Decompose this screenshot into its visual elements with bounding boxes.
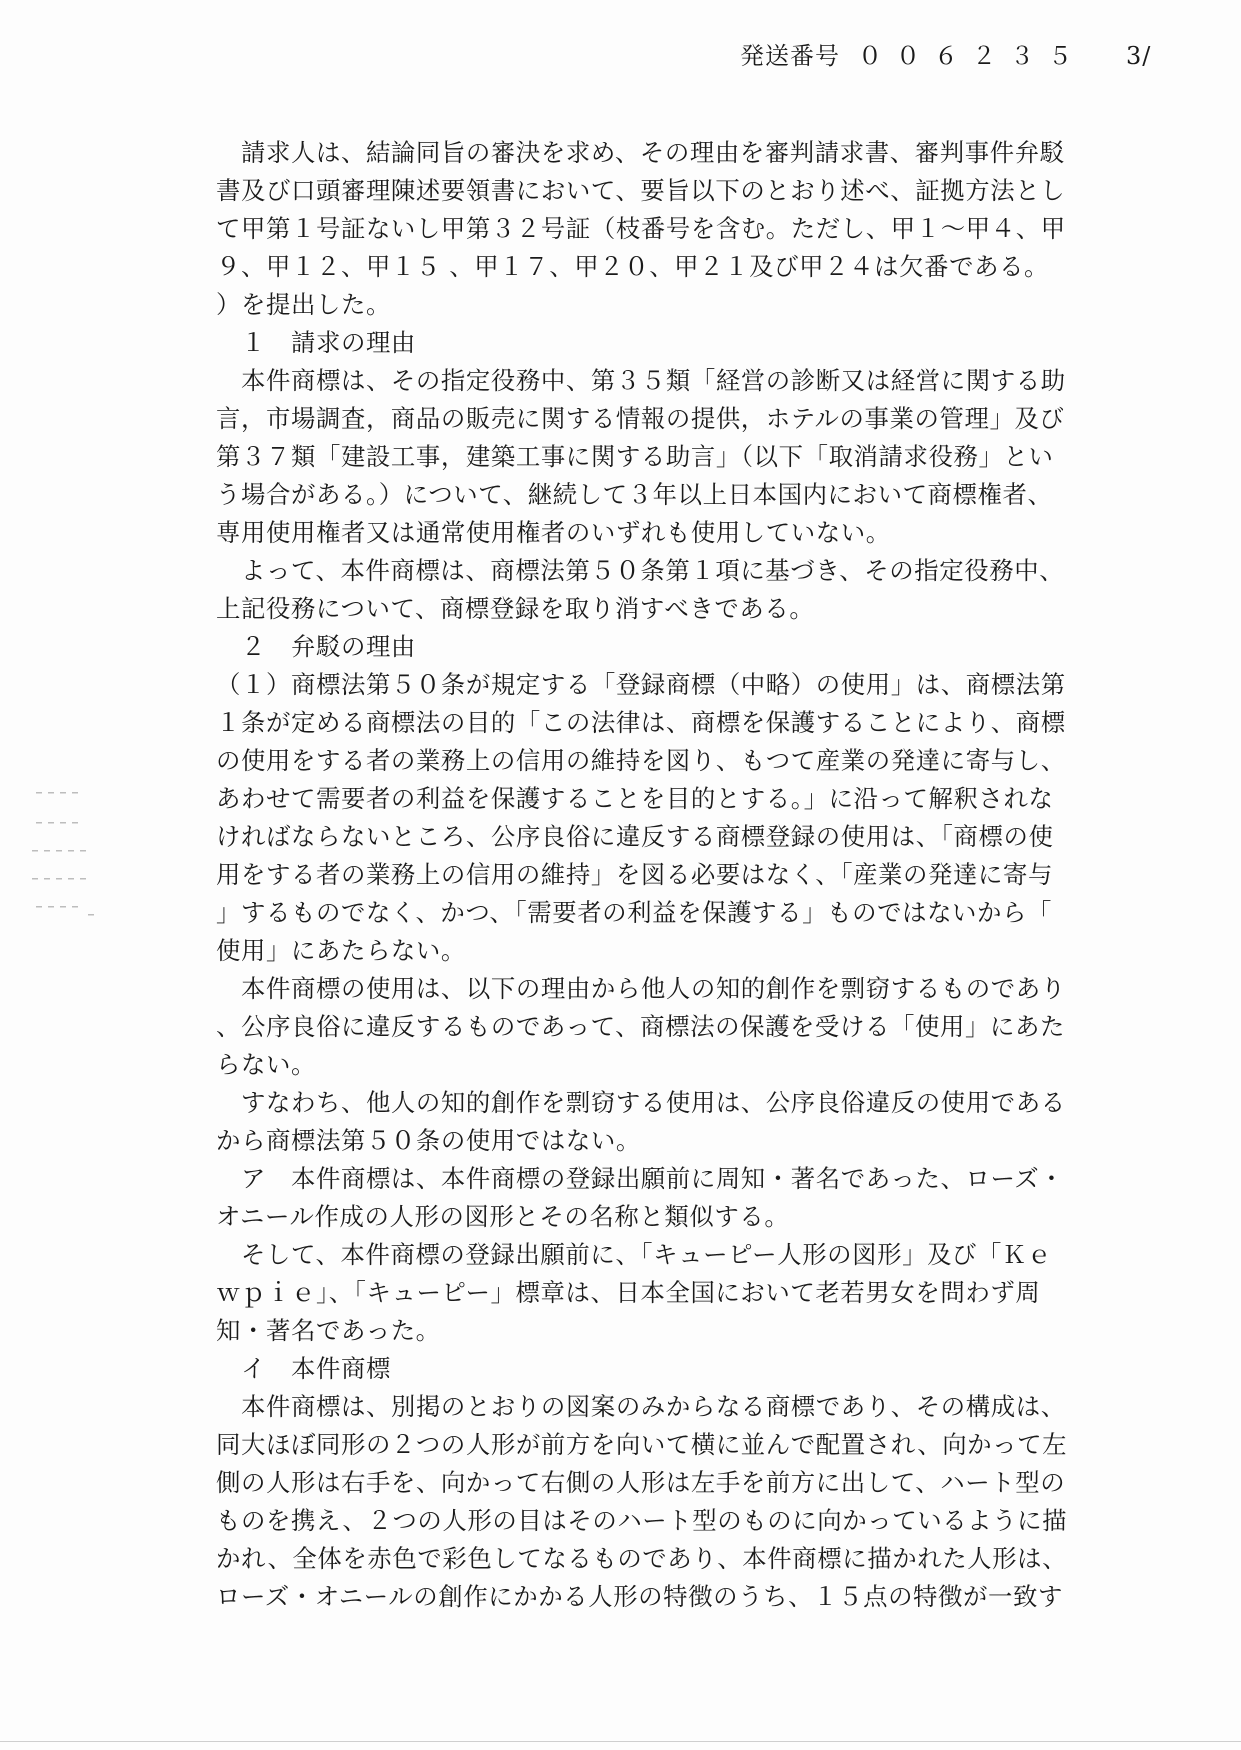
text-line: 知・著名であった。 [216, 1316, 441, 1345]
section-heading: イ 本件商標 [216, 1354, 391, 1383]
text-line: の使用をする者の業務上の信用の維持を図り、もつて産業の発達に寄与し、 [216, 746, 1066, 775]
text-line: ものを携え、２つの人形の目はそのハート型のものに向かっているように描 [216, 1506, 1068, 1535]
text-line: 本件商標の使用は、以下の理由から他人の知的創作を剽窃するものであり [216, 974, 1066, 1003]
document-body [216, 134, 1076, 1616]
text-line: らない。 [216, 1050, 316, 1079]
section-heading: ２ 弁駁の理由 [216, 632, 416, 661]
text-line: 、公序良俗に違反するものであって、商標法の保護を受ける「使用」にあた [216, 1012, 1065, 1041]
text-line: 書及び口頭審理陳述要領書において、要旨以下のとおり述べ、証拠方法とし [216, 176, 1066, 205]
text-line: ｗｐｉｅ」、「キューピー」標章は、日本全国において老若男女を問わず周 [216, 1278, 1041, 1307]
text-line: ９、甲１２、甲１５ 、甲１７、甲２０、甲２１及び甲２４は欠番である。 [216, 252, 1050, 281]
text-line: すなわち、他人の知的創作を剽窃する使用は、公序良俗違反の使用である [216, 1088, 1066, 1117]
scan-edge-line [0, 1741, 1241, 1742]
text-line: 側の人形は右手を、向かって右側の人形は左手を前方に出して、ハート型の [216, 1468, 1066, 1497]
text-line: そして、本件商標の登録出願前に、「キューピー人形の図形」及び「Ｋｅ [216, 1240, 1053, 1269]
text-line: （１）商標法第５０条が規定する「登録商標（中略）の使用」は、商標法第 [216, 670, 1066, 699]
text-line: 専用使用権者又は通常使用権者のいずれも使用していない。 [216, 518, 891, 547]
text-line: 第３７類「建設工事，建築工事に関する助言」（以下「取消請求役務」とい [216, 442, 1054, 471]
scan-speckle [32, 792, 112, 922]
text-line: 本件商標は、別掲のとおりの図案のみからなる商標であり、その構成は、 [216, 1392, 1066, 1421]
text-line: 同大ほぼ同形の２つの人形が前方を向いて横に並んで配置され、向かって左 [216, 1430, 1068, 1459]
text-line: オニール作成の人形の図形とその名称と類似する。 [216, 1202, 790, 1231]
text-line: う場合がある。）について、継続して３年以上日本国内において商標権者、 [216, 480, 1053, 509]
text-line: ア 本件商標は、本件商標の登録出願前に周知・著名であった、ローズ・ [216, 1164, 1065, 1193]
text-line: 」するものでなく、かつ、「需要者の利益を保護する」ものではないから「 [216, 898, 1053, 927]
text-line: 請求人は、結論同旨の審決を求め、その理由を審判請求書、審判事件弁駁 [216, 138, 1065, 167]
text-line: 言，市場調査，商品の販売に関する情報の提供，ホテルの事業の管理」及び [216, 404, 1065, 433]
text-line: 用をする者の業務上の信用の維持」を図る必要はなく、「産業の発達に寄与 [216, 860, 1053, 889]
text-line: ければならないところ、公序良俗に違反する商標登録の使用は、「商標の使 [216, 822, 1054, 851]
section-heading: １ 請求の理由 [216, 328, 416, 357]
dispatch-header [740, 36, 1151, 71]
text-line: て甲第１号証ないし甲第３２号証（枝番号を含む。ただし、甲１～甲４、甲 [216, 214, 1066, 243]
dispatch-number-label: 発送番号 [740, 42, 840, 70]
dispatch-number: ００６２３５ [858, 42, 1086, 70]
text-line: かれ、全体を赤色で彩色してなるものであり、本件商標に描かれた人形は、 [216, 1544, 1068, 1573]
text-line: ）を提出した。 [216, 290, 391, 319]
text-line: 上記役務について、商標登録を取り消すべきである。 [216, 594, 815, 623]
text-line: ローズ・オニールの創作にかかる人形の特徴のうち、１５点の特徴が一致す [216, 1582, 1063, 1611]
page-number: 3/ [1126, 42, 1152, 70]
text-line: 使用」にあたらない。 [216, 936, 466, 965]
text-line: よって、本件商標は、商標法第５０条第１項に基づき、その指定役務中、 [216, 556, 1065, 585]
text-line: あわせて需要者の利益を保護することを目的とする。」に沿って解釈されな [216, 784, 1054, 813]
text-line: 本件商標は、その指定役務中、第３５類「経営の診断又は経営に関する助 [216, 366, 1066, 395]
text-line: １条が定める商標法の目的「この法律は、商標を保護することにより、商標 [216, 708, 1066, 737]
text-line: から商標法第５０条の使用ではない。 [216, 1126, 641, 1155]
